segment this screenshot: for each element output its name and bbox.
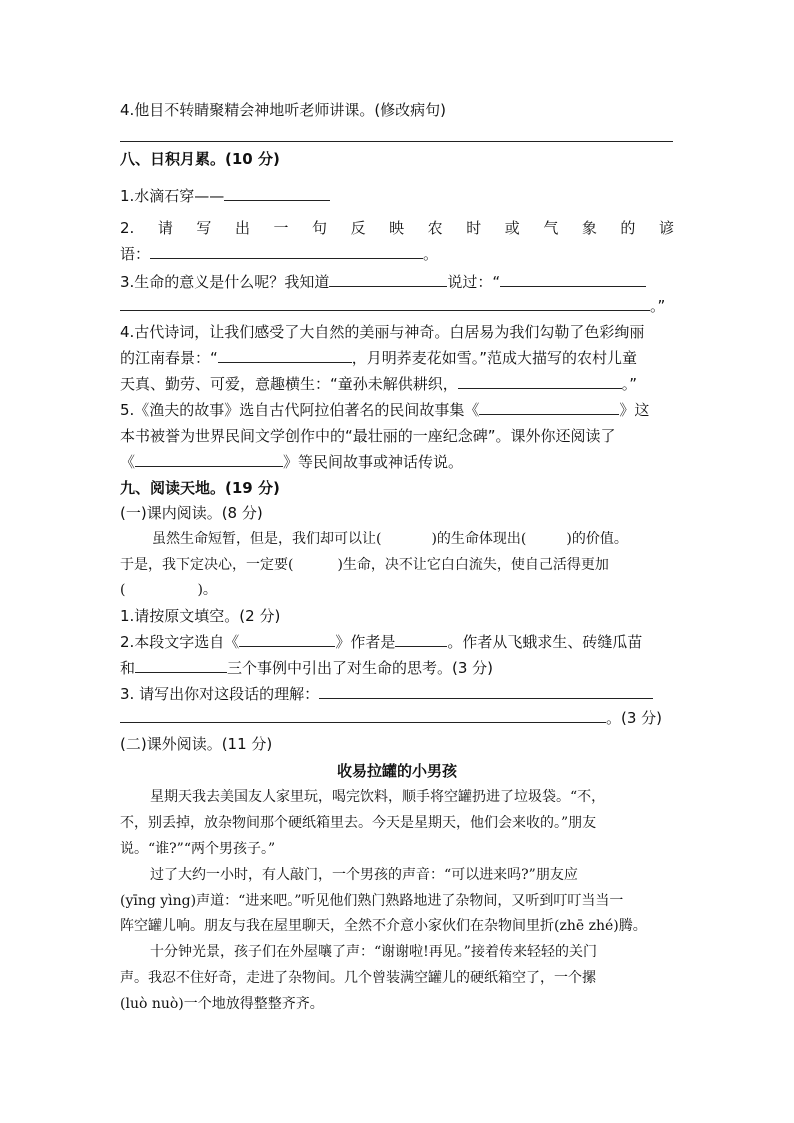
section-8-title: 八、日积月累。(10 分) — [120, 150, 280, 168]
reading-q2-text: 三个事例中引出了对生命的思考。(3 分) — [227, 659, 494, 677]
passage-line-2 — [120, 554, 674, 576]
s8-q2-char: 请 — [157, 219, 173, 237]
s8-q5-line1 — [120, 399, 674, 421]
passage-text: )的生命体现出( — [431, 531, 527, 547]
reading-q3-text: 3. 请写出你对这段话的理解： — [120, 685, 320, 703]
s8-q5-line3 — [120, 451, 674, 473]
reading-q3-end: 。(3 分) — [606, 709, 663, 727]
story-p2-line1: 过了大约一小时，有人敲门，一个男孩的声音：“可以进来吗?”朋友应 — [150, 867, 578, 883]
story-p2-line3: 阵空罐儿响。朋友与我在屋里聊天，全然不介意小家伙们在杂物间里折(zhē zhé)腾。 — [120, 918, 647, 934]
section-9-title: 九、阅读天地。(19 分) — [120, 479, 280, 497]
reading-q1: 1.请按原文填空。(2 分) — [120, 607, 281, 625]
story-p1-line2: 不，别丢掉，放杂物间那个硬纸箱里去。今天是星期天，他们会来收的。”朋友 — [120, 815, 597, 831]
passage-line-3 — [120, 579, 674, 601]
s8-q3-quote-blank-1[interactable] — [500, 272, 646, 287]
reading-q2-line1 — [120, 631, 674, 653]
s8-q2-blank[interactable] — [150, 244, 423, 259]
s8-q3-quote-blank-2[interactable] — [120, 296, 650, 311]
s8-q2-char: 写 — [196, 219, 212, 237]
story-p3-line3: (luò nuò)一个地放得整整齐齐。 — [120, 996, 324, 1012]
s8-q5-book-blank[interactable] — [479, 400, 619, 415]
s8-q5-text: 》这 — [619, 401, 650, 419]
passage-line-1 — [152, 528, 674, 550]
s8-q1-blank[interactable] — [224, 186, 330, 201]
passage-text: )生命，决不让它白白流失，使自己活得更加 — [337, 557, 609, 573]
s8-q2-char: 一 — [273, 219, 289, 237]
story-title: 收易拉罐的小男孩 — [336, 762, 457, 780]
s8-q4-line1: 4.古代诗词，让我们感受了大自然的美丽与神奇。白居易为我们勾勒了色彩绚丽 — [120, 323, 645, 341]
s8-q2-char: 句 — [312, 219, 328, 237]
s8-q2-char: 映 — [389, 219, 405, 237]
s8-q2-char: 或 — [504, 219, 520, 237]
story-p3-line2: 声。我忍不住好奇，走进了杂物间。几个曾装满空罐儿的硬纸箱空了，一个摞 — [120, 970, 596, 986]
s8-q2-period: 。 — [423, 245, 439, 263]
s8-q2-char: 反 — [350, 219, 366, 237]
s8-q5-line2: 本书被誉为世界民间文学创作中的“最壮丽的一座纪念碑”。课外你还阅读了 — [120, 427, 616, 445]
s8-q4-text: 天真、勤劳、可爱，意趣横生：“童孙未解供耕织， — [120, 375, 458, 393]
answer-line[interactable] — [120, 141, 673, 142]
passage-text: )。 — [197, 582, 217, 598]
s8-q2-char: 的 — [620, 219, 636, 237]
passage-text: ( — [120, 582, 126, 598]
s8-q2-line1 — [120, 217, 674, 239]
reading-q2-source-blank[interactable] — [239, 632, 335, 647]
s8-q2-char: 象 — [581, 219, 597, 237]
s8-q2-char: 气 — [543, 219, 559, 237]
s8-q2-char: 农 — [427, 219, 443, 237]
s8-q2-char: 出 — [234, 219, 250, 237]
revise-sentence-question: 4.他目不转睛聚精会神地听老师讲课。(修改病句) — [120, 101, 447, 119]
s8-q1 — [120, 185, 674, 207]
s8-q2-line2 — [120, 243, 674, 265]
s8-q4-line2 — [120, 347, 674, 369]
s8-q2-char: 时 — [466, 219, 482, 237]
reading-q2-line2 — [120, 657, 674, 679]
reading-q2-text: 2.本段文字选自《 — [120, 633, 240, 651]
s8-q5-other-book-blank[interactable] — [135, 452, 283, 467]
s8-q5-text: 5.《渔夫的故事》选自古代阿拉伯著名的民间故事集《 — [120, 401, 480, 419]
passage-text: 虽然生命短暂，但是，我们却可以让( — [152, 531, 382, 547]
s8-q4-text: ，月明荞麦花如雪。”范成大描写的农村儿童 — [351, 349, 638, 367]
story-p2-line2: (yīng yìng)声道：“进来吧。”听见他们熟门熟路地进了杂物间，又听到叮叮当当一 — [120, 893, 624, 909]
sub-section-2-title: (二)课外阅读。(11 分) — [120, 735, 273, 753]
s8-q2-tail: 语： — [120, 245, 151, 263]
s8-q2-char: 2. — [120, 219, 135, 237]
s8-q4-poem-blank-1[interactable] — [218, 348, 352, 363]
reading-q2-text: 。作者从飞蛾求生、砖缝瓜苗 — [447, 633, 643, 651]
s8-q4-line3 — [120, 373, 674, 395]
reading-q3-line1 — [120, 683, 674, 705]
reading-q2-text: 和 — [120, 659, 136, 677]
s8-q4-text: 的江南春景：“ — [120, 349, 218, 367]
reading-q3-blank-2[interactable] — [120, 708, 606, 723]
s8-q4-end: 。” — [621, 375, 638, 393]
passage-text: )的价值。 — [566, 531, 628, 547]
reading-q2-author-blank[interactable] — [395, 632, 447, 647]
s8-q3-end: 。” — [650, 297, 666, 315]
reading-q3-blank-1[interactable] — [319, 684, 653, 699]
s8-q3-said: 说过：“ — [447, 273, 501, 291]
sub-section-1-title: (一)课内阅读。(8 分) — [120, 504, 263, 522]
reading-q2-example-blank[interactable] — [135, 658, 227, 673]
passage-text: 于是，我下定决心，一定要( — [120, 557, 294, 573]
s8-q4-poem-blank-2[interactable] — [458, 374, 622, 389]
s8-q3-line1 — [120, 271, 674, 293]
s8-q5-text: 《 — [120, 453, 136, 471]
reading-q2-text: 》作者是 — [335, 633, 396, 651]
s8-q3-line2 — [120, 295, 674, 317]
story-p1-line3: 说。“谁?”“两个男孩子。” — [120, 841, 276, 857]
reading-q3-line2 — [120, 707, 674, 729]
s8-q3-person-blank[interactable] — [329, 272, 447, 287]
s8-q5-text: 》等民间故事或神话传说。 — [283, 453, 464, 471]
story-p3-line1: 十分钟光景，孩子们在外屋嚷了声：“谢谢啦!再见。”接着传来轻轻的关门 — [150, 944, 597, 960]
story-p1-line1: 星期天我去美国友人家里玩，喝完饮料，顺手将空罐扔进了垃圾袋。“不， — [150, 789, 606, 805]
s8-q2-char: 谚 — [658, 219, 674, 237]
s8-q1-text: 1.水滴石穿—— — [120, 187, 225, 205]
s8-q3-text: 3.生命的意义是什么呢？我知道 — [120, 273, 330, 291]
